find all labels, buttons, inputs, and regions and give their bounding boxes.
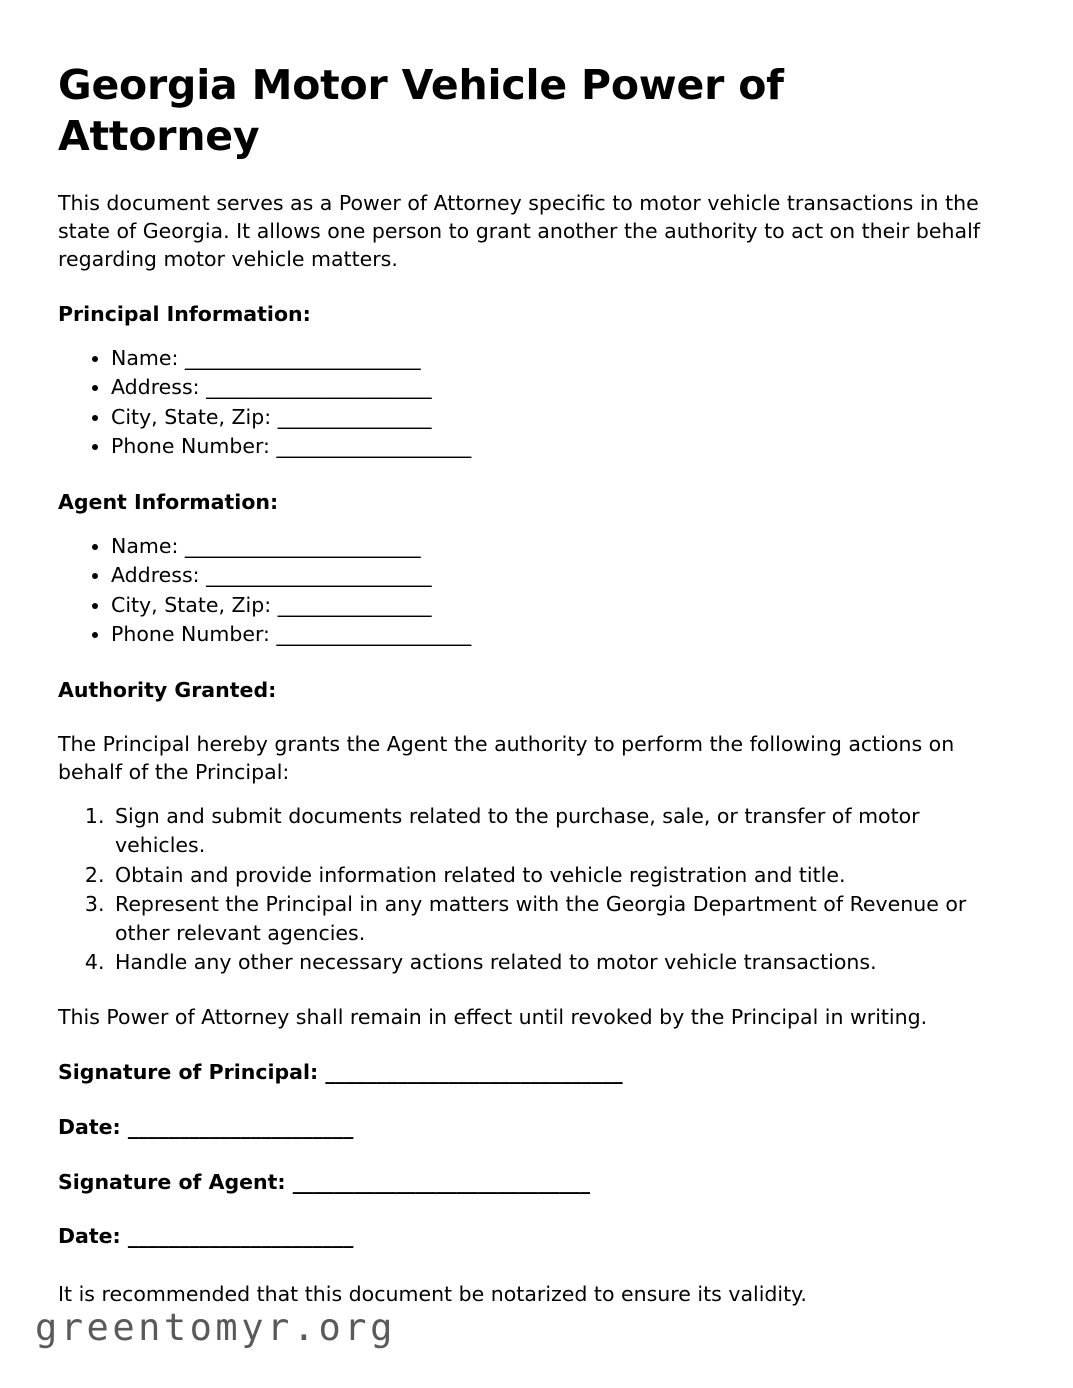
- notary-recommendation: It is recommended that this document be notarized to ensure its validity.: [58, 1281, 807, 1306]
- field-blank[interactable]: _______________________: [178, 345, 421, 370]
- list-item: [111, 344, 1010, 373]
- field-label: Phone Number:: [111, 433, 270, 458]
- agent-signature-blank[interactable]: _____________________________: [285, 1169, 591, 1194]
- principal-signature-blank[interactable]: _____________________________: [318, 1060, 623, 1085]
- field-label: City, State, Zip:: [111, 592, 272, 617]
- site-watermark: greentomyr.org: [35, 1306, 396, 1349]
- list-item: [111, 561, 1010, 590]
- agent-information-heading: Agent Information:: [58, 490, 279, 515]
- list-item: 2. Obtain and provide information related to vehicle registration and title.: [111, 861, 1010, 890]
- field-label: Name:: [111, 533, 179, 558]
- principal-information-heading: Principal Information:: [58, 302, 311, 327]
- closing-statement: This Power of Attorney shall remain in effect until revoked by the Principal in writing.: [58, 1004, 928, 1029]
- list-item: [111, 373, 1010, 402]
- list-item: 3. Represent the Principal in any matters with the Georgia Department of Revenue or other relevant agencies.: [111, 890, 1010, 948]
- field-blank[interactable]: _______________________: [178, 533, 421, 558]
- agent-signature-label: Signature of Agent:: [58, 1169, 286, 1194]
- principal-signature-label: Signature of Principal:: [58, 1060, 319, 1085]
- authority-items-list: [58, 802, 1010, 977]
- field-blank[interactable]: ______________________: [199, 375, 432, 400]
- list-item: [111, 403, 1010, 432]
- list-item: [111, 591, 1010, 620]
- field-label: Name:: [111, 345, 179, 370]
- list-item: [111, 532, 1010, 561]
- list-item: 4. Handle any other necessary actions related to motor vehicle transactions.: [111, 948, 1010, 977]
- list-item: 1. Sign and submit documents related to the purchase, sale, or transfer of motor vehicles.: [111, 802, 1010, 860]
- principal-field-list: [58, 344, 1010, 461]
- field-blank[interactable]: ___________________: [269, 433, 472, 458]
- field-label: Address:: [111, 563, 200, 588]
- field-blank[interactable]: ______________________: [199, 563, 432, 588]
- field-label: Address:: [111, 375, 200, 400]
- list-item: [111, 432, 1010, 461]
- document-body: [58, 60, 1010, 1309]
- principal-date-blank[interactable]: ______________________: [120, 1114, 354, 1139]
- intro-paragraph: This document serves as a Power of Attorney specific to motor vehicle transactions in the state of Georgia. It allows one person to grant another the authority to act on their behalf regarding motor vehicle matters.: [58, 190, 980, 272]
- list-item: [111, 620, 1010, 649]
- field-blank[interactable]: _______________: [271, 592, 432, 617]
- principal-date-line: [58, 1114, 1010, 1141]
- principal-date-label: Date:: [58, 1114, 121, 1139]
- agent-date-label: Date:: [58, 1224, 121, 1249]
- principal-signature-line: [58, 1059, 1010, 1086]
- field-label: City, State, Zip:: [111, 404, 272, 429]
- field-label: Phone Number:: [111, 621, 270, 646]
- field-blank[interactable]: ___________________: [269, 621, 472, 646]
- authority-granted-heading: Authority Granted:: [58, 678, 277, 703]
- authority-lead-in: The Principal hereby grants the Agent the authority to perform the following actions on behalf of the Principal:: [58, 731, 955, 785]
- page-title: Georgia Motor Vehicle Power of Attorney: [58, 61, 784, 161]
- agent-field-list: [58, 532, 1010, 649]
- field-blank[interactable]: _______________: [271, 404, 432, 429]
- agent-date-blank[interactable]: ______________________: [120, 1224, 354, 1249]
- agent-signature-line: [58, 1169, 1010, 1196]
- agent-date-line: [58, 1223, 1010, 1250]
